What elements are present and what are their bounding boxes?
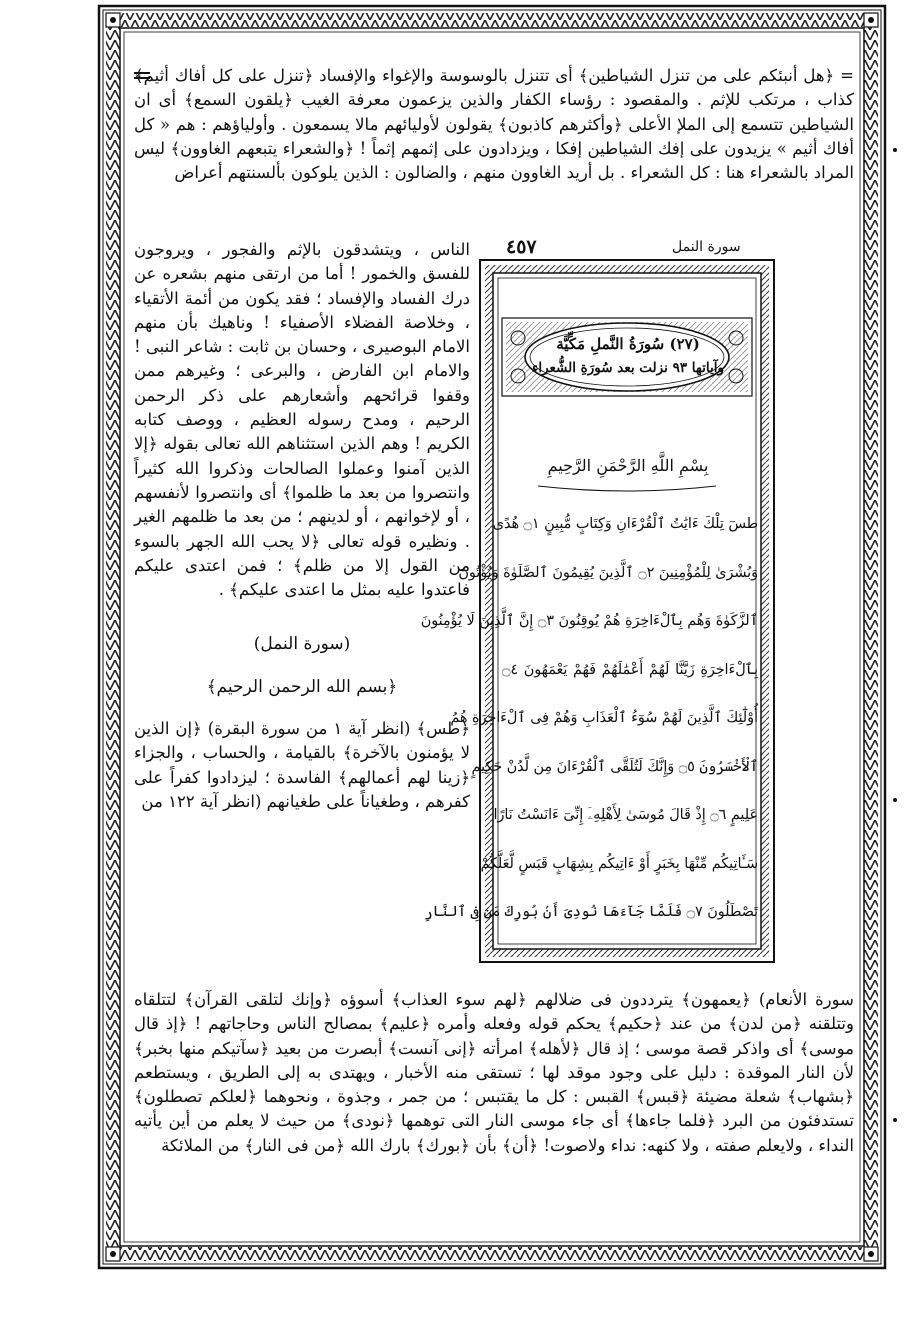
quran-line: ٱلزَّكَوٰةَ وَهُم بِٱلْءَاخِرَةِ هُمْ يُوقِنُونَ ۝٣ إِنَّ ٱلَّذِينَ لَا يُؤْمِنُونَ bbox=[420, 613, 758, 629]
page-number: ٤٥٧ bbox=[506, 236, 537, 258]
quran-line: بِٱلْءَاخِرَةِ زَيَّنَّا لَهُمْ أَعْمَٰلَهُمْ فَهُمْ يَعْمَهُونَ ۝٤ bbox=[502, 661, 758, 678]
quran-line: وَبُشْرَىٰ لِلْمُؤْمِنِينَ ۝٢ ٱلَّذِينَ يُقِيمُونَ ٱلصَّلَوٰةَ وَيُؤْتُونَ bbox=[458, 564, 758, 581]
commentary-bottom-text: سورة الأنعام) ﴿يعمهون﴾ يترددون فى ضلالهم ﴿لهم سوء العذاب﴾ أسوؤه ﴿وإنك لتلقى القرآن﴾ لتتلقاه وتتلقنه ﴿من لدن﴾ من عند ﴿حكيم﴾ يحكم قوله وفعله وأمره ﴿عليم﴾ بمصالح الناس وحاجاتهم ! ﴿إذ قال موسى﴾ أى واذكر قصة موسى ؛ إذ قال ﴿لأهله﴾ امرأته ﴿إنى آنست﴾ أبصرت من بعيد ﴿سآتيكم منها بخبر﴾ لأن النار الموقدة : دليل على وجود موقد لها ؛ تستقى منه الأخبار ، ويهتدى به إلى الطريق ، ويستطعم ﴿بشهاب﴾ شعلة مضيئة ﴿قبس﴾ القبس : كل ما يقتبس ؛ من جمر ، وجذوة ، ونحوهما ﴿لعلكم تصطلون﴾ تستدفئون من البرد ﴿فلما جاءها﴾ أى جاء موسى النار التى توهمها ﴿نودى﴾ من حيث لا يعلم من أين يأتيه النداء ، ولايعلم صفته ، ولا كنهه: نداء ولاصوت! ﴿أن﴾ بأن ﴿بورك﴾ بارك الله ﴿من فى النار﴾ من الملائكة bbox=[134, 990, 855, 1155]
quran-text bbox=[420, 500, 758, 937]
basmala-commentary: ﴿بسم الله الرحمن الرحيم﴾ bbox=[206, 676, 398, 697]
commentary-column-text: الناس ، ويتشدقون بالإثم والفجور ، ويروجون للفسق والخمور ! أما من ارتقى منهم بشعره عن درك الفساد والإفساد ؛ فقد يكون من أئمة الأتقياء ، وخلاصة الفضلاء الأصفياء ! وناهيك بأن منهم الامام البوصيرى ، وحسان بن ثابت : شاعر النبى ! والامام ابن الفارض ، والبرعى ؛ وغيرهم ممن وقفوا قرائحهم وأشعارهم على ذكر الرحمن الرحيم ، ومدح رسوله العظيم ، ووصف كتابه الكريم ! وهم الذين استثناهم الله تعالى بقوله ﴿إلا الذين آمنوا وعملوا الصالحات وذكروا الله كثيراً وانتصروا من بعد ما ظلموا﴾ أى وانتصروا لأنفسهم ، أو لإخوانهم ، أو لدينهم ؛ من بعد ما ظلمهم الغير . ونظيره قوله تعالى ﴿لا يحب الله الجهر بالسوء من القول إلا من ظلم﴾ ؛ فمن اعتدى عليكم فاعتدوا عليه بمثل ما اعتدى عليكم﴾ . bbox=[134, 240, 470, 600]
quran-line: عَلِيمٍ ۝٦ إِذْ قَالَ مُوسَىٰ لِأَهْلِهِۦٓ إِنِّىٓ ءَانَسْتُ نَارًا bbox=[493, 807, 758, 823]
quran-line: سَـَٔاتِيكُم مِّنْهَا بِخَبَرٍ أَوْ ءَاتِيكُم بِشِهَابٍ قَبَسٍ لَّعَلَّكُمْ bbox=[480, 855, 758, 872]
quran-line: تَصْطَلُونَ ۝٧ فَلَمَّا جَآءَهَا نُودِىَ أَنۢ بُورِكَ مَن فِى ٱلنَّارِ bbox=[424, 904, 758, 920]
commentary-top bbox=[134, 64, 854, 185]
surah-header-info: وآياتها ٩٣ نزلت بعد سُورَةِ الشُّعراء bbox=[531, 360, 725, 376]
commentary-column-text-2: ﴿طس﴾ (انظر آية ١ من سورة البقرة) ﴿إن الذين لا يؤمنون بالآخرة﴾ بالقيامة ، والحساب ، والجزاء ﴿زينا لهم أعمالهم﴾ الفاسدة ؛ ليزدادوا كفراً على كفرهم ، وطغياناً على طغيانهم (انظر آية ١٢٢ من bbox=[134, 719, 470, 811]
page-surah-name: سورة النمل bbox=[672, 239, 741, 255]
commentary-bottom bbox=[134, 988, 854, 1158]
commentary-top-text: = ﴿هل أنبئكم على من تنزل الشياطين﴾ أى تتنزل بالوسوسة والإغواء والإفساد ﴿تنزل على كل أفاك أثيم﴾ كذاب ، مرتكب للإثم . والمقصود : رؤساء الكفار والذين يزعمون معرفة الغيب ﴿يلقون السمع﴾ أى ان الشياطين تتسمع إلى الملإ الأعلى ﴿وأكثرهم كاذبون﴾ يقولون لأوليائهم مالا يسمعون . وأولياؤهم : هم « كل أفاك أثيم » يزيدون على إفك الشياطين إفكا ، ويزدادون على إثمهم إثماً ! ﴿والشعراء يتبعهم الغاوون﴾ ليس المراد بالشعراء هنا : كل الشعراء . بل أريد الغاوون منهم ، والضالون : الذين يلوكون بألسنتهم أعراض bbox=[134, 66, 854, 183]
page-header bbox=[482, 236, 776, 260]
surah-title: (سورة النمل) bbox=[253, 634, 351, 655]
quran-line: أُوْلَٰٓئِكَ ٱلَّذِينَ لَهُمْ سُوٓءُ ٱلْعَذَابِ وَهُمْ فِى ٱلْءَاخِرَةِ هُمُ bbox=[450, 710, 758, 726]
surah-header bbox=[528, 332, 728, 380]
quran-line: ٱلْأَخْسَرُونَ ۝٥ وَإِنَّكَ لَتُلَقَّى ٱلْقُرْءَانَ مِن لَّدُنْ حَكِيمٍ bbox=[471, 758, 758, 775]
commentary-left-column bbox=[134, 238, 470, 814]
quran-line: طسٓ تِلْكَ ءَايَٰتُ ٱلْقُرْءَانِ وَكِتَابٍ مُّبِينٍ ۝١ هُدًى bbox=[492, 516, 758, 532]
basmala: بِسْمِ اللَّهِ الرَّحْمَنِ الرَّحِيمِ bbox=[547, 456, 709, 475]
surah-header-title: (٢٧) سُورَةُ النَّملِ مَكِّيَّة bbox=[556, 335, 700, 353]
